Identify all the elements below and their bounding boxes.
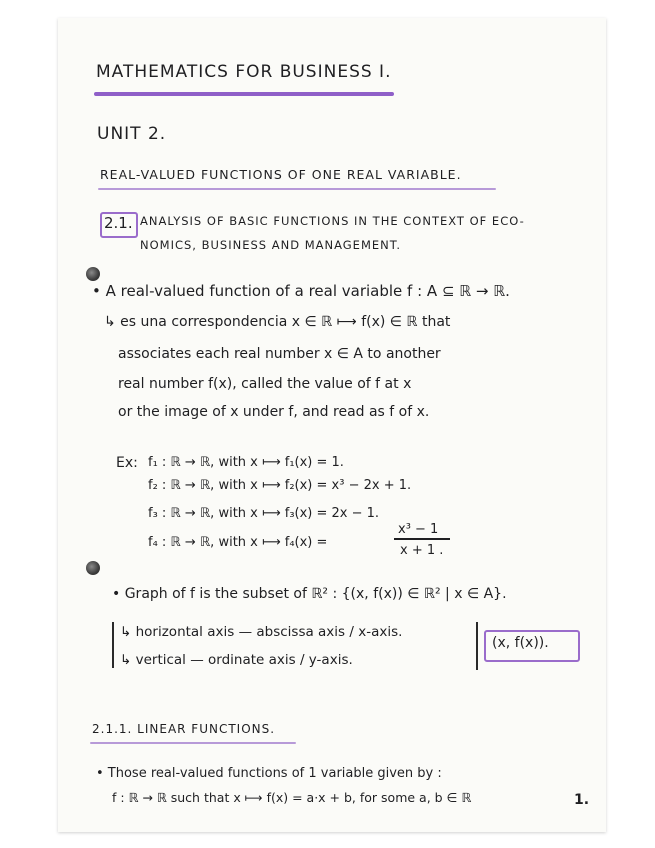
subsection-title: 2.1.1. LINEAR FUNCTIONS. (92, 722, 276, 736)
page-number: 1. (574, 792, 590, 808)
examples-label: Ex: (116, 455, 138, 471)
horizontal-axis-note: ↳ horizontal axis — abscissa axis / x-axis. (120, 624, 403, 640)
unit-topic: REAL-VALUED FUNCTIONS OF ONE REAL VARIABLE. (100, 167, 462, 182)
section-number: 2.1. (104, 214, 133, 232)
linear-def-line1: • Those real-valued functions of 1 variable given by : (96, 766, 442, 781)
example-f1: f₁ : ℝ → ℝ, with x ⟼ f₁(x) = 1. (148, 455, 344, 470)
example-f4: f₄ : ℝ → ℝ, with x ⟼ f₄(x) = (148, 535, 328, 550)
graph-definition: • Graph of f is the subset of ℝ² : {(x, f(x)) ∈ ℝ² | x ∈ A}. (112, 586, 507, 602)
linear-def-line2: f : ℝ → ℝ such that x ⟼ f(x) = a·x + b, for some a, b ∈ ℝ (112, 790, 472, 805)
example-f4-numerator: x³ − 1 (398, 522, 439, 537)
example-f3: f₃ : ℝ → ℝ, with x ⟼ f₃(x) = 2x − 1. (148, 506, 380, 521)
definition-line: ↳ es una correspondencia x ∈ ℝ ⟼ f(x) ∈ ℝ that (104, 314, 451, 330)
definition-line: • A real-valued function of a real variable f : A ⊆ ℝ → ℝ. (92, 282, 510, 300)
unit-label: UNIT 2. (97, 124, 167, 144)
title-underline (94, 92, 394, 96)
example-f4-denominator: x + 1 . (400, 543, 444, 558)
example-f2: f₂ : ℝ → ℝ, with x ⟼ f₂(x) = x³ − 2x + 1. (148, 478, 412, 493)
definition-line: real number f(x), called the value of f at x (118, 376, 412, 392)
brace-left (112, 622, 114, 668)
topic-underline (98, 188, 496, 190)
binder-hole (86, 267, 100, 281)
pair-notation: (x, f(x)). (492, 635, 549, 651)
section-title-line1: ANALYSIS OF BASIC FUNCTIONS IN THE CONTEXT OF ECO- (140, 214, 525, 228)
page-title: MATHEMATICS FOR BUSINESS I. (96, 62, 392, 82)
vertical-axis-note: ↳ vertical — ordinate axis / y-axis. (120, 652, 353, 668)
definition-line: or the image of x under f, and read as f of x. (118, 404, 430, 420)
section-title-line2: NOMICS, BUSINESS AND MANAGEMENT. (140, 238, 402, 252)
subsection-underline (90, 742, 296, 744)
binder-hole (86, 561, 100, 575)
brace-right (476, 622, 478, 670)
definition-line: associates each real number x ∈ A to another (118, 346, 441, 362)
fraction-bar (394, 538, 450, 540)
